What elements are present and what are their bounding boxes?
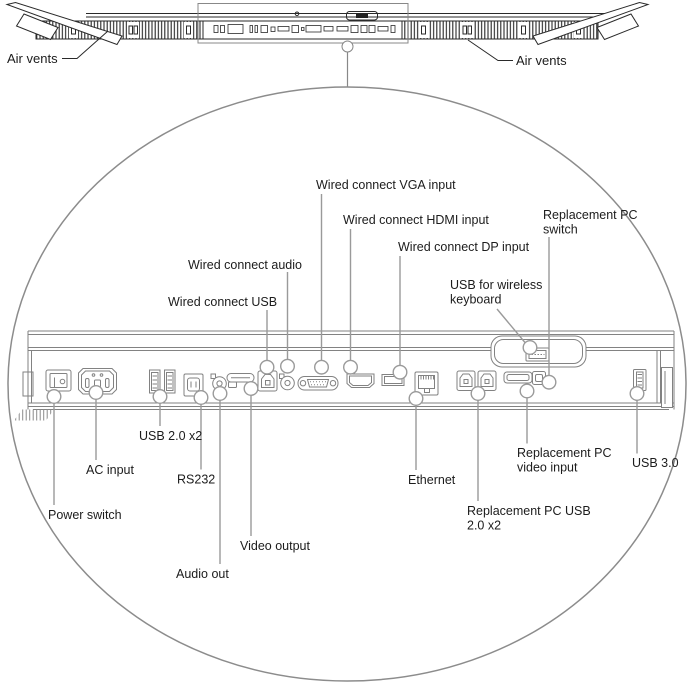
label-wired-dp: Wired connect DP input (398, 240, 530, 254)
label-ac-input: AC input (86, 463, 134, 477)
label-pc-video-line1: Replacement PC (517, 446, 612, 460)
connector-section-mini (203, 12, 402, 40)
label-pc-switch-line1: Replacement PC (543, 208, 638, 222)
magnifier-connector (342, 41, 353, 87)
label-air-vents-right: Air vents (516, 53, 567, 68)
callout-pc-video (520, 384, 534, 443)
callout-video-output (244, 382, 258, 536)
panel-corner-vent (14, 410, 54, 421)
callout-usb3 (630, 387, 644, 454)
callout-ethernet (409, 392, 423, 470)
callout-pc-usb (471, 387, 485, 501)
label-ethernet: Ethernet (408, 473, 456, 487)
label-usb3: USB 3.0 (632, 456, 679, 470)
label-power-switch: Power switch (48, 508, 122, 522)
device-top-view (7, 3, 648, 61)
label-wired-vga: Wired connect VGA input (316, 178, 456, 192)
label-usb2: USB 2.0 x2 (139, 429, 203, 443)
label-wired-audio: Wired connect audio (188, 258, 302, 272)
label-video-output: Video output (240, 539, 310, 553)
labels (7, 51, 679, 581)
label-pc-usb-line1: Replacement PC USB (467, 504, 591, 518)
callout-wired-usb (260, 310, 274, 374)
label-pc-video-line2: video input (517, 460, 578, 475)
callout-ac (89, 386, 103, 460)
label-audio-out: Audio out (176, 567, 229, 581)
label-rs232: RS232 (177, 472, 216, 487)
label-keyboard-usb-line2: keyboard (450, 292, 502, 307)
label-wired-usb: Wired connect USB (168, 295, 278, 309)
mini-keyboard-usb-icon (356, 14, 368, 19)
label-keyboard-usb-line1: USB for wireless (450, 278, 543, 292)
label-pc-switch-line2: switch (543, 222, 578, 237)
callout-audio-out (213, 387, 227, 564)
panel-bottom-edge (28, 403, 674, 410)
panel-right-bracket (662, 368, 673, 408)
magnifier-connector-circle (342, 41, 353, 52)
label-air-vents-left: Air vents (7, 51, 58, 66)
label-pc-usb-line2: 2.0 x2 (467, 518, 502, 533)
connector-panel (14, 331, 674, 421)
label-wired-hdmi: Wired connect HDMI input (343, 213, 489, 227)
air-vents-right-leader (468, 40, 513, 61)
callout-usb2 (153, 390, 167, 426)
